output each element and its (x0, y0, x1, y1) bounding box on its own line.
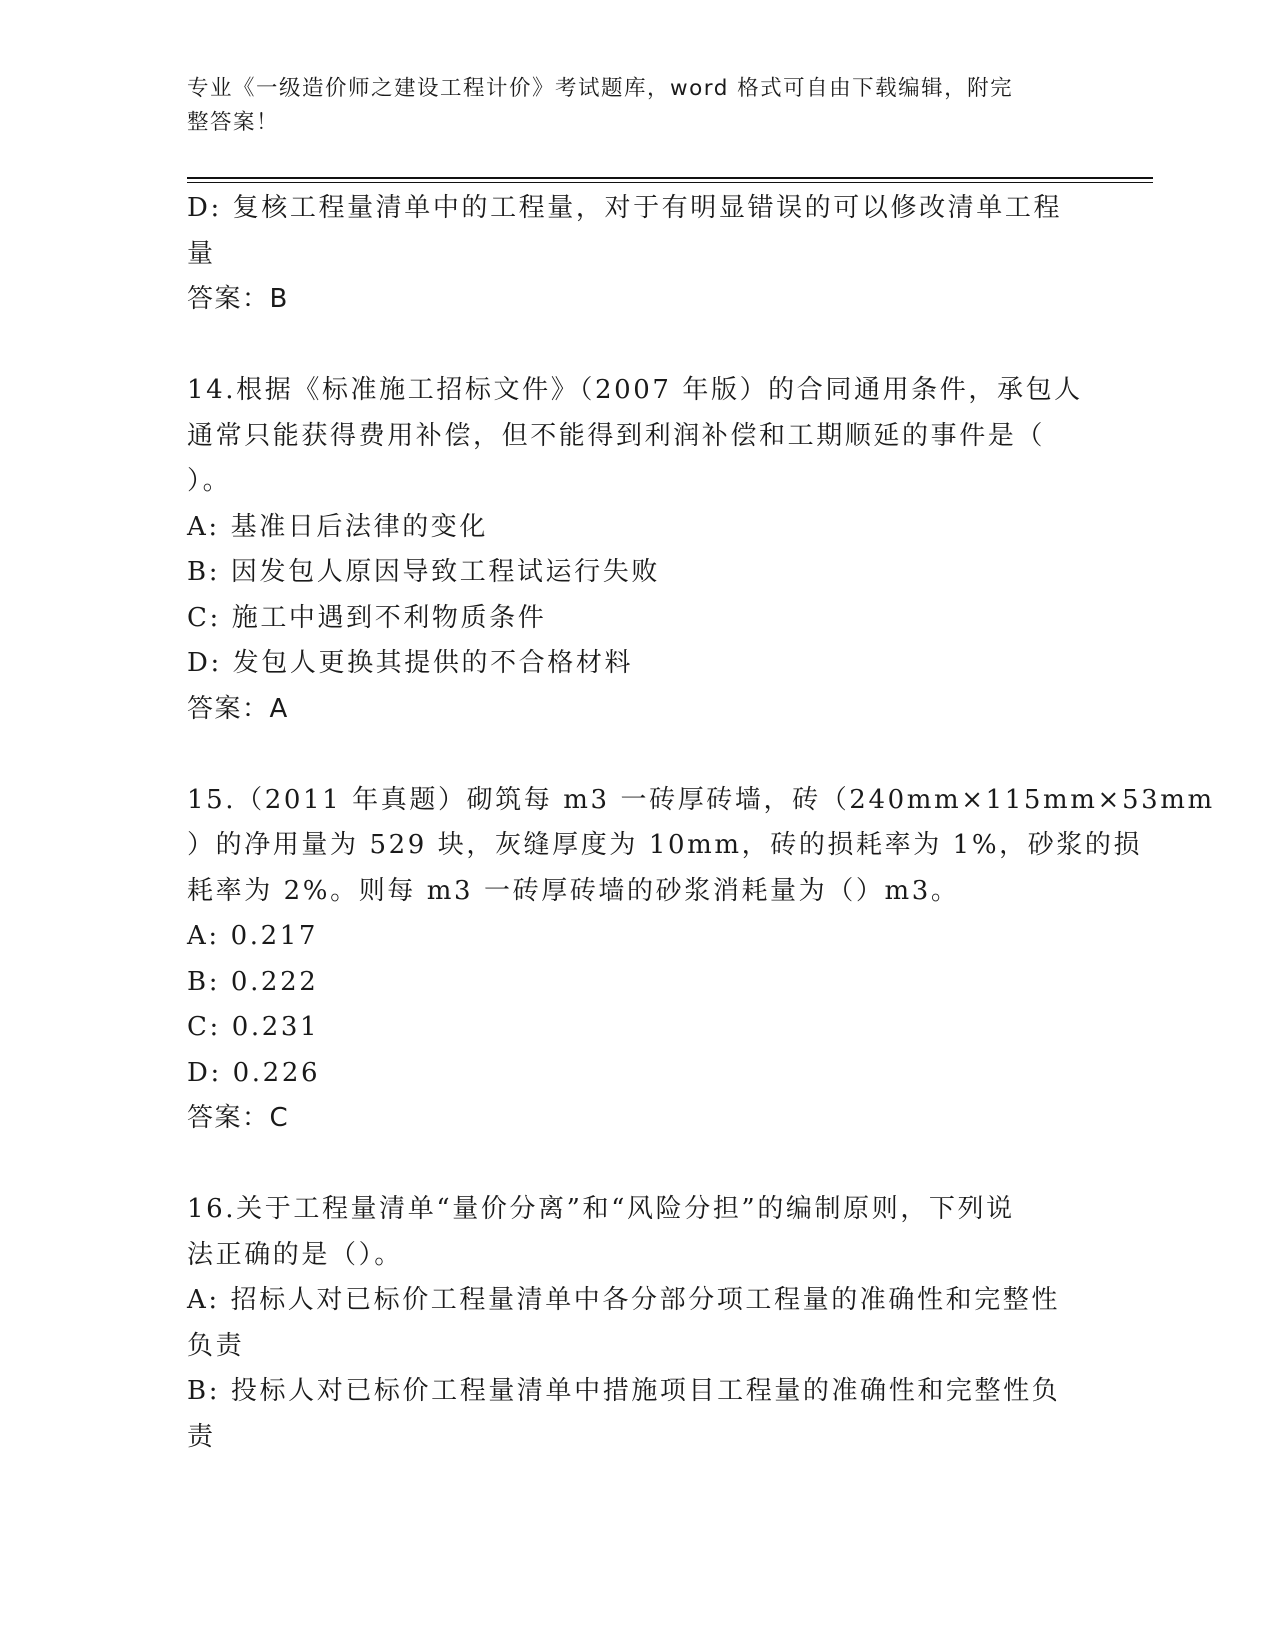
option-d: D: 发包人更换其提供的不合格材料 (187, 648, 634, 678)
spacer (187, 323, 1087, 369)
option-a-line-2: 负责 (187, 1330, 245, 1361)
question-stem-line-3: 耗率为 2%。则每 m3 一砖厚砖墙的砂浆消耗量为（）m3。 (187, 875, 960, 906)
prev-question (187, 186, 1087, 323)
option-d: D: 0.226 (187, 1057, 321, 1088)
spacer (187, 732, 1087, 778)
option-c: C: 施工中遇到不利物质条件 (187, 602, 547, 633)
option-d-line-2: 量 (187, 238, 216, 269)
answer: 答案：B (187, 284, 289, 314)
header-rule-thick (187, 177, 1153, 179)
option-b-line-1: B: 投标人对已标价工程量清单中措施项目工程量的准确性和完整性负 (187, 1376, 1061, 1406)
question-stem-line-2: ）的净用量为 529 块，灰缝厚度为 10mm，砖的损耗率为 1%，砂浆的损 (187, 830, 1143, 860)
option-b-line-2: 责 (187, 1421, 216, 1452)
option-b: B: 因发包人原因导致工程试运行失败 (187, 557, 660, 587)
question-15 (187, 778, 1215, 1142)
question-stem-line-3: ）。 (187, 466, 232, 496)
question-stem-line-2: 法正确的是（）。 (187, 1239, 403, 1270)
document-body (187, 186, 1215, 1460)
header-line-1: 专业《一级造价师之建设工程计价》考试题库，word 格式可自由下载编辑，附完 (187, 76, 1014, 101)
option-c: C: 0.231 (187, 1012, 320, 1042)
option-a: A: 0.217 (187, 921, 319, 951)
option-a-line-1: A: 招标人对已标价工程量清单中各分部分项工程量的准确性和完整性 (187, 1285, 1061, 1315)
header-line-2: 整答案！ (187, 110, 280, 135)
answer: 答案：A (187, 693, 289, 724)
option-a: A: 基准日后法律的变化 (187, 511, 489, 542)
question-stem-line-2: 通常只能获得费用补偿，但不能得到利润补偿和工期顺延的事件是（ (187, 420, 1046, 451)
question-stem-line-1: 14.根据《标准施工招标文件》（2007 年版）的合同通用条件，承包人 (187, 375, 1083, 405)
header-rule-thin (187, 182, 1153, 183)
option-d-line-1: D: 复核工程量清单中的工程量，对于有明显错误的可以修改清单工程 (187, 193, 1063, 223)
question-14 (187, 368, 1087, 732)
question-16 (187, 1187, 1087, 1460)
answer: 答案：C (187, 1103, 290, 1133)
question-stem-line-1: 16.关于工程量清单“量价分离”和“风险分担”的编制原则，下列说 (187, 1194, 1015, 1224)
question-stem-line-1: 15.（2011 年真题）砌筑每 m3 一砖厚砖墙，砖（240mm×115mm×53mm (187, 784, 1215, 815)
option-b: B: 0.222 (187, 966, 319, 997)
spacer (187, 1142, 1087, 1188)
page-header (187, 72, 1067, 140)
